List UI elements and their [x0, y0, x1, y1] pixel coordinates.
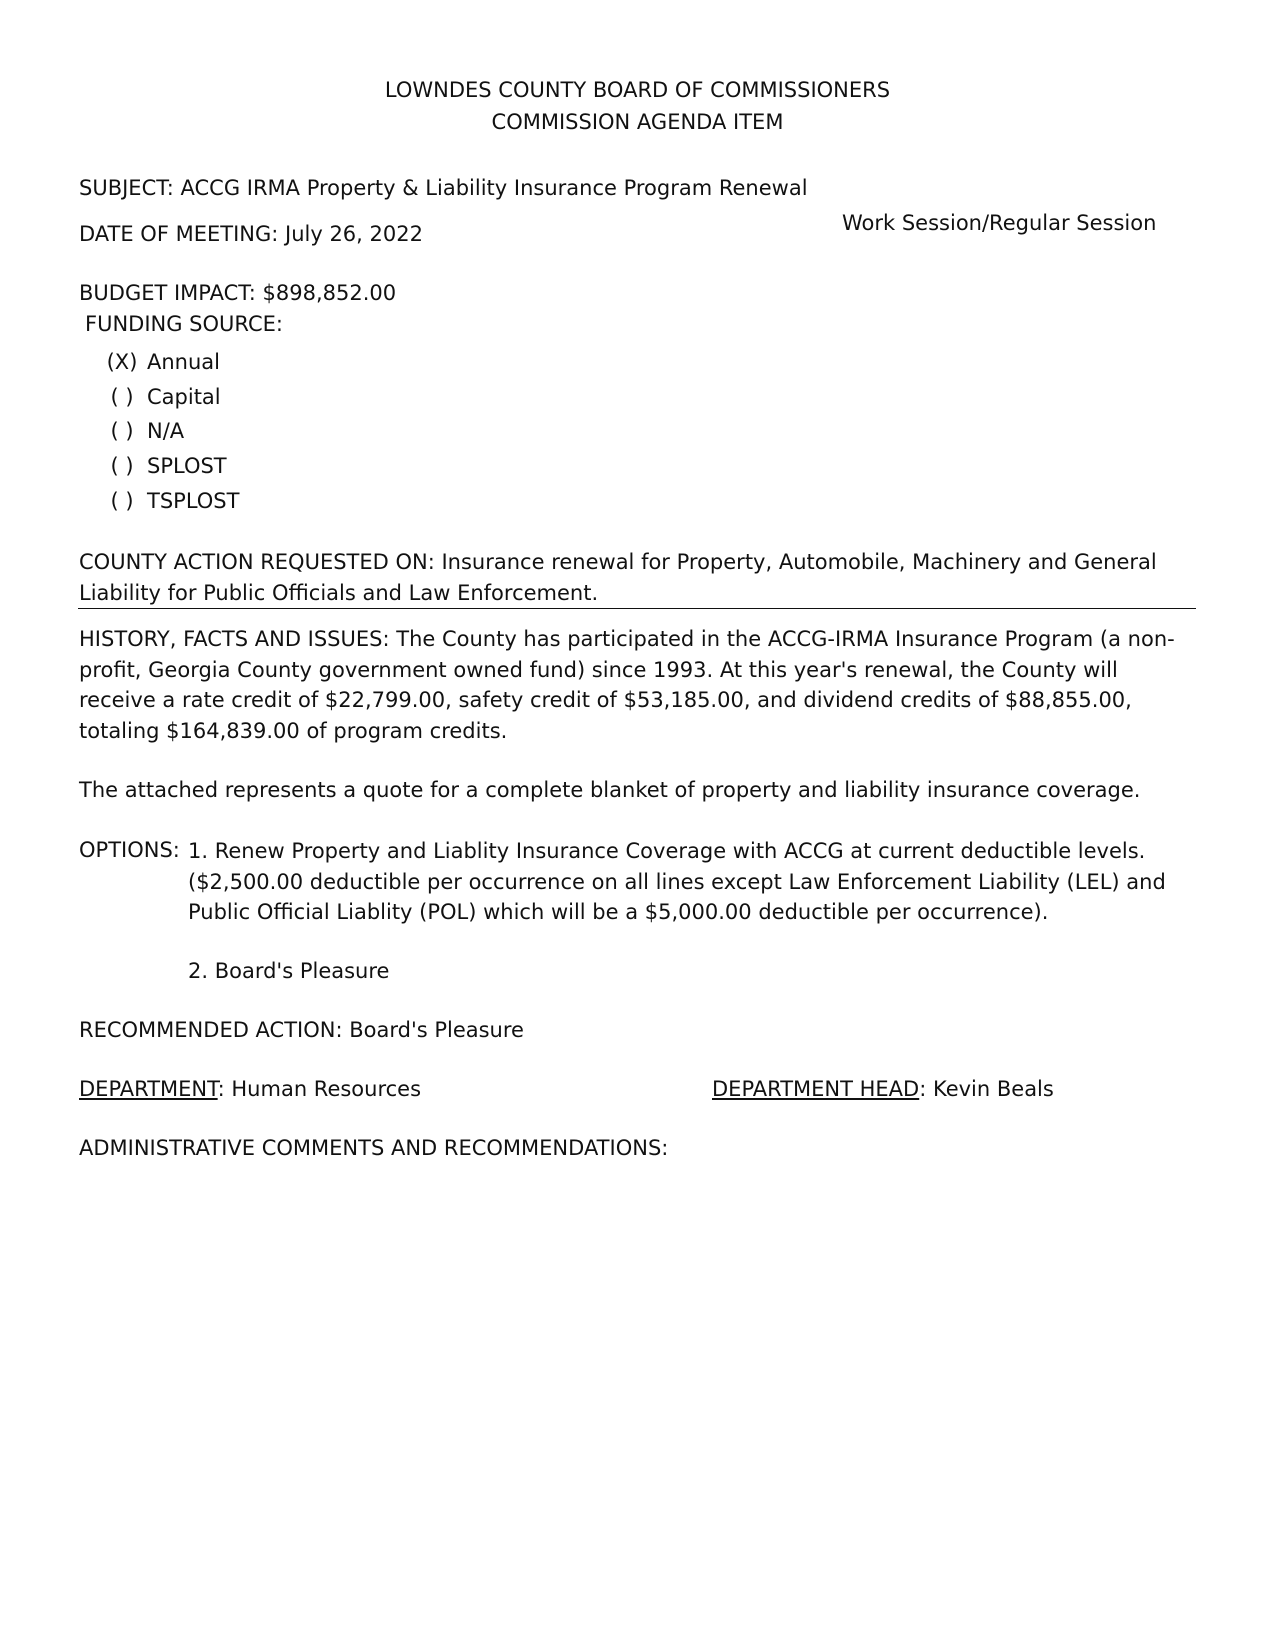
recommended-action: RECOMMENDED ACTION: Board's Pleasure: [79, 1018, 524, 1042]
funding-label: Annual: [147, 350, 220, 374]
funding-mark: ( ): [110, 454, 134, 478]
department-label: DEPARTMENT: [79, 1077, 218, 1101]
header-subtitle: COMMISSION AGENDA ITEM: [491, 110, 784, 134]
department-value: : Human Resources: [217, 1077, 422, 1101]
section-divider: [78, 608, 1196, 609]
options-label: OPTIONS:: [79, 838, 180, 862]
county-action-requested: COUNTY ACTION REQUESTED ON: Insurance renewal for Property, Automobile, Machinery and General Liability for Public Officials and Law Enforcement.: [79, 550, 1157, 605]
attached-note: The attached represents a quote for a complete blanket of property and liability insurance coverage.: [79, 778, 1141, 802]
funding-mark: (X): [106, 350, 138, 374]
session-type: Work Session/Regular Session: [842, 211, 1157, 235]
funding-label: N/A: [147, 419, 185, 443]
administrative-comments: ADMINISTRATIVE COMMENTS AND RECOMMENDATIONS:: [79, 1136, 669, 1160]
funding-option-annual: [97, 347, 220, 377]
funding-label: TSPLOST: [147, 489, 240, 513]
funding-mark: ( ): [110, 385, 134, 409]
funding-mark: ( ): [110, 489, 134, 513]
header-title: LOWNDES COUNTY BOARD OF COMMISSIONERS: [384, 78, 891, 102]
department-head-label: DEPARTMENT HEAD: [712, 1077, 920, 1101]
department: [79, 1075, 421, 1104]
funding-option-capital: [97, 382, 221, 412]
history-facts-issues: HISTORY, FACTS AND ISSUES: The County has participated in the ACCG-IRMA Insurance Program (a non-profit, Georgia County government owned fund) since 1993. At this year's renewal, the County will receive a rate credit of $22,799.00, safety credit of $53,185.00, and dividend credits of $88,855.00, totaling $164,839.00 of program credits.: [79, 627, 1175, 743]
funding-label: SPLOST: [147, 454, 227, 478]
funding-mark: ( ): [110, 419, 134, 443]
department-head: [712, 1075, 1054, 1104]
funding-option-na: [97, 416, 184, 446]
department-head-value: : Kevin Beals: [919, 1077, 1054, 1101]
option-2: 2. Board's Pleasure: [188, 959, 390, 983]
option-1: 1. Renew Property and Liablity Insurance Coverage with ACCG at current deductible levels. ($2,500.00 deductible per occurrence on all lines except Law Enforcement Liability (LEL) and Public Official Liablity (POL) which will be a $5,000.00 deductible per occurrence).: [188, 839, 1166, 924]
subject-line: SUBJECT: ACCG IRMA Property & Liability Insurance Program Renewal: [79, 176, 808, 200]
budget-impact: BUDGET IMPACT: $898,852.00: [79, 281, 397, 305]
funding-option-splost: [97, 451, 227, 481]
funding-source-label: FUNDING SOURCE:: [85, 312, 283, 336]
funding-label: Capital: [147, 385, 221, 409]
meeting-date: DATE OF MEETING: July 26, 2022: [79, 222, 423, 246]
funding-option-tsplost: [97, 486, 239, 516]
